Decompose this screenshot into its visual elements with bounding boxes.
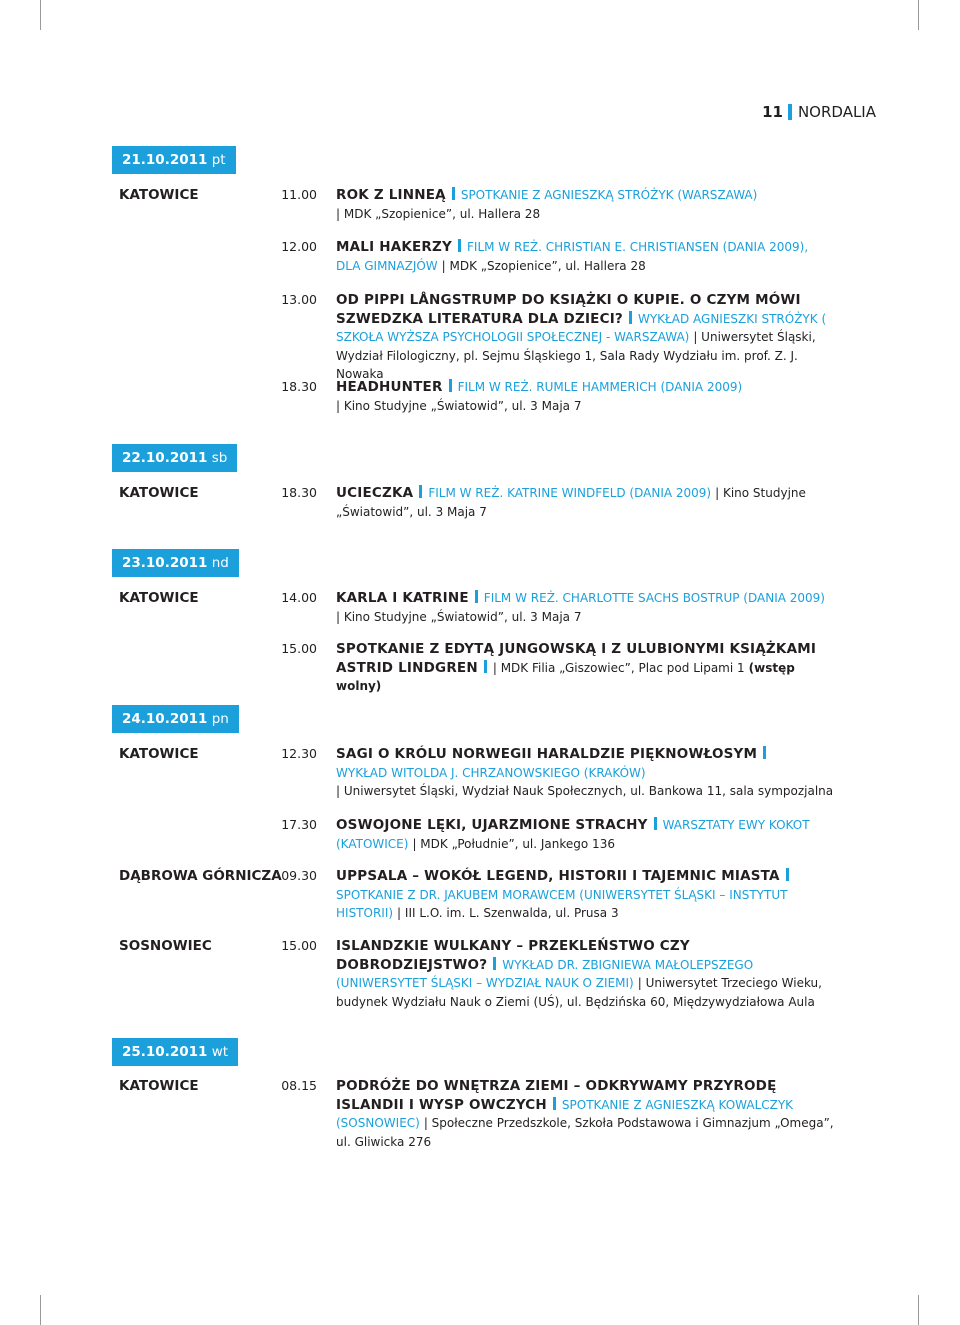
weekday-text: wt <box>211 1044 229 1060</box>
weekday-text: pn <box>211 711 229 727</box>
event-title: OSWOJONE LĘKI, UJARZMIONE STRACHY <box>336 817 648 833</box>
event-title: SPOTKANIE Z EDYTĄ JUNGOWSKĄ I Z ULUBIONYMI KSIĄŻKAMI ASTRID LINDGREN <box>336 641 817 676</box>
event-info: FILM W REŻ. RUMLE HAMMERICH (DANIA 2009) <box>457 380 743 394</box>
event-time: 17.30 <box>281 817 317 832</box>
date-badge <box>112 444 237 472</box>
event-body <box>336 745 836 801</box>
event-city: KATOWICE <box>119 590 199 606</box>
separator-bar <box>553 1097 556 1110</box>
date-text: 25.10.2011 <box>122 1044 208 1060</box>
event-title: UPPSALA – WOKÓŁ LEGEND, HISTORII I TAJEMNIC MIASTA <box>336 868 780 884</box>
event-note: (wstęp wolny) <box>336 660 795 693</box>
event-time: 18.30 <box>281 485 317 500</box>
event-body <box>336 937 836 1011</box>
separator-bar <box>458 239 461 252</box>
date-badge <box>112 705 239 733</box>
event-info: WYKŁAD WITOLDA J. CHRZANOWSKIEGO (KRAKÓW) <box>336 765 646 780</box>
event-venue: | MDK Filia „Giszowiec”, Plac pod Lipami 1 <box>492 660 745 675</box>
event-info: SPOTKANIE Z AGNIESZKĄ STRÓŻYK (WARSZAWA) <box>460 188 758 202</box>
event-body <box>336 291 836 384</box>
event-title: SAGI O KRÓLU NORWEGII HARALDZIE PIĘKNOWŁOSYM <box>336 746 758 762</box>
event-venue: | Uniwersytet Śląski, Wydział Filologiczny, pl. Sejmu Śląskiego 1, Sala Rady Wydziału im. prof. Z. J. Nowaka <box>336 330 816 381</box>
crop-mark-top-right <box>918 0 919 30</box>
weekday-text: nd <box>211 555 229 571</box>
crop-mark-bottom-right <box>918 1295 919 1325</box>
event-title: ROK Z LINNEĄ <box>336 187 446 203</box>
weekday-text: sb <box>211 450 228 466</box>
event-time: 08.15 <box>281 1078 317 1093</box>
date-text: 22.10.2011 <box>122 450 208 466</box>
event-title: HEADHUNTER <box>336 379 443 395</box>
event-venue: | MDK „Szopienice”, ul. Hallera 28 <box>336 206 541 221</box>
separator-bar <box>763 746 766 759</box>
separator-bar <box>654 817 657 830</box>
event-body <box>336 378 836 415</box>
event-venue: | III L.O. im. L. Szenwalda, ul. Prusa 3 <box>397 906 619 920</box>
separator-bar <box>493 957 496 970</box>
event-venue: | Kino Studyjne „Światowid”, ul. 3 Maja 7 <box>336 398 582 413</box>
crop-mark-top-left <box>40 0 41 30</box>
event-time: 15.00 <box>281 938 317 953</box>
event-body <box>336 238 836 275</box>
event-info: WYKŁAD DR. ZBIGNIEWA MAŁOLEPSZEGO (UNIWERSYTET ŚLĄSKI – WYDZIAŁ NAUK O ZIEMI) <box>336 957 754 990</box>
event-body <box>336 1077 836 1151</box>
separator-bar <box>419 485 422 498</box>
event-info: FILM W REŻ. KATRINE WINDFELD (DANIA 2009) <box>428 486 712 500</box>
event-body <box>336 589 836 626</box>
event-body <box>336 186 836 223</box>
event-time: 15.00 <box>281 641 317 656</box>
event-body <box>336 867 836 923</box>
event-info: WARSZTATY EWY KOKOT (KATOWICE) <box>336 818 810 851</box>
event-body <box>336 640 836 696</box>
weekday-text: pt <box>211 152 226 168</box>
page-number: 11 <box>762 103 783 121</box>
event-title: MALI HAKERZY <box>336 239 452 255</box>
event-time: 18.30 <box>281 379 317 394</box>
event-city: KATOWICE <box>119 746 199 762</box>
publication-name: NORDALIA <box>797 103 876 121</box>
event-info: FILM W REŻ. CHRISTIAN E. CHRISTIANSEN (DANIA 2009), DLA GIMNAZJÓW <box>336 240 809 273</box>
event-time: 11.00 <box>281 187 317 202</box>
event-time: 12.00 <box>281 239 317 254</box>
event-title: PODRÓŻE DO WNĘTRZA ZIEMI – ODKRYWAMY PRZYRODĘ ISLANDII I WYSP OWCZYCH <box>336 1078 777 1113</box>
date-badge <box>112 549 239 577</box>
separator-bar <box>484 660 487 673</box>
event-title: ISLANDZKIE WULKANY – PRZEKLEŃSTWO CZY DOBRODZIEJSTWO? <box>336 938 690 973</box>
date-text: 23.10.2011 <box>122 555 208 571</box>
event-title: OD PIPPI LÅNGSTRUMP DO KSIĄŻKI O KUPIE. O CZYM MÓWI SZWEDZKA LITERATURA DLA DZIECI? <box>336 292 801 327</box>
event-time: 14.00 <box>281 590 317 605</box>
event-venue: | MDK „Południe”, ul. Jankego 136 <box>412 836 615 851</box>
event-venue: | MDK „Szopienice”, ul. Hallera 28 <box>441 258 646 273</box>
event-info: SPOTKANIE Z AGNIESZKĄ KOWALCZYK (SOSNOWIEC) <box>336 1097 794 1130</box>
separator-bar <box>475 590 478 603</box>
date-text: 24.10.2011 <box>122 711 208 727</box>
event-info: FILM W REŻ. CHARLOTTE SACHS BOSTRUP (DANIA 2009) <box>483 591 825 605</box>
event-venue: | Uniwersytet Trzeciego Wieku, budynek Wydziału Nauk o Ziemi (UŚ), ul. Będzińska 60, Międzywydziałowa Aula <box>336 976 822 1009</box>
date-badge <box>112 1038 238 1066</box>
date-badge <box>112 146 236 174</box>
event-city: KATOWICE <box>119 1078 199 1094</box>
separator-bar <box>452 187 455 200</box>
event-title: KARLA I KATRINE <box>336 590 469 606</box>
event-venue: | Społeczne Przedszkole, Szkoła Podstawowa i Gimnazjum „Omega”, ul. Gliwicka 276 <box>336 1116 834 1149</box>
event-city: DĄBROWA GÓRNICZA <box>119 868 282 884</box>
event-body <box>336 484 836 521</box>
event-venue: | Kino Studyjne „Światowid”, ul. 3 Maja 7 <box>336 609 582 624</box>
crop-mark-bottom-left <box>40 1295 41 1325</box>
date-text: 21.10.2011 <box>122 152 208 168</box>
page-header <box>762 103 876 121</box>
event-time: 13.00 <box>281 292 317 307</box>
event-body <box>336 816 836 853</box>
event-info: WYKŁAD AGNIESZKI STRÓŻYK ( SZKOŁA WYŻSZA PSYCHOLOGII SPOŁECZNEJ - WARSZAWA) <box>336 311 827 344</box>
event-city: KATOWICE <box>119 485 199 501</box>
event-venue: | Uniwersytet Śląski, Wydział Nauk Społecznych, ul. Bankowa 11, sala sympozjalna <box>336 784 834 798</box>
event-time: 12.30 <box>281 746 317 761</box>
event-venue: | Kino Studyjne „Światowid”, ul. 3 Maja 7 <box>336 486 806 519</box>
event-time: 09.30 <box>281 868 317 883</box>
separator-bar <box>449 379 452 392</box>
event-title: UCIECZKA <box>336 485 414 501</box>
event-city: KATOWICE <box>119 187 199 203</box>
event-info: SPOTKANIE Z DR. JAKUBEM MORAWCEM (UNIWERSYTET ŚLĄSKI – INSTYTUT HISTORII) <box>336 887 788 920</box>
separator-bar <box>786 868 789 881</box>
header-separator <box>788 104 792 120</box>
event-city: SOSNOWIEC <box>119 938 212 954</box>
separator-bar <box>629 311 632 324</box>
